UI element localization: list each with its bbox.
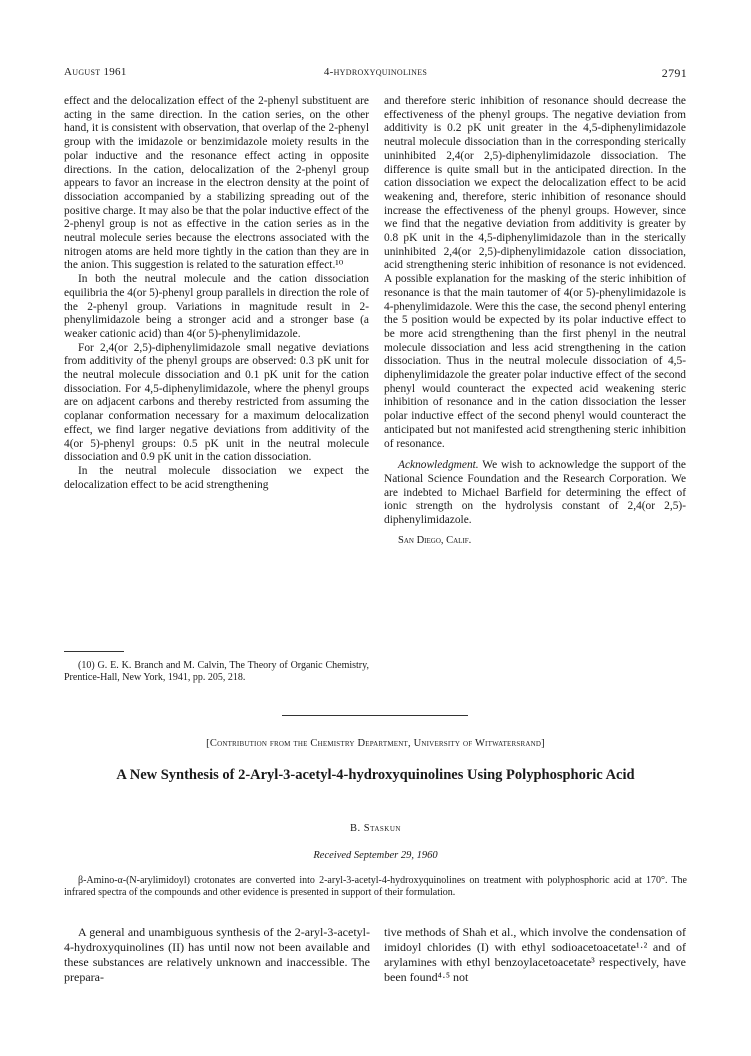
acknowledgment-text: We wish to acknowledge the support of the National Science Foundation and the Research Corporation. We are indebted to Michael Barfield for determining the effect of ionic strength on the hydrolysis constant of 2,4(or 2,5)-diphenylimidazole. [384, 459, 686, 527]
paragraph: and therefore steric inhibition of resonance should decrease the effectiveness of the phenyl groups. The negative deviation from additivity is 0.2 pK unit greater in the 4,5-diphenylimidazole neutral molecule dissociation than in the corresponding sterically uninhibited 2,4(or 2,5)-diphenylimidazole dissociation. The difference is quite small but in the anticipated direction. In the cation dissociation we expect the delocalization effect to be acid weakening and, therefore, steric inhibition of resonance should increase the effectiveness of the phenyl groups. However, since we find that the negative deviation from additivity is greater by 0.8 pK unit in the 4,5-diphenylimidazole than in the sterically uninhibited 2,4(or 2,5)-diphenylimidazole cation dissociation, acid strengthening steric inhibition of resonance is not evidenced. A possible explanation for the masking of the steric inhibition of resonance is that the main tautomer of 4(or 5)-phenylimidazole is 4-phenylimidazole. Were this the case, the second phenyl entering the 5 position would be expected by its polar inductive effect to be more acid strengthening than the first phenyl in the neutral molecule dissociation and less acid strengthening in the cation dissociation. Thus in the neutral molecule dissociation of 4,5-diphenylimidazole the greater polar inductive effect of the second phenyl would counteract the expected acid weakening steric inhibition of resonance and in the cation dissociation the lesser polar inductive effect of the second phenyl would counteract the anticipated but not manifested acid strengthening steric inhibition of resonance. [384, 95, 686, 450]
running-head-date: August 1961 [64, 66, 127, 78]
article-body-left [64, 925, 370, 985]
footnote: (10) G. E. K. Branch and M. Calvin, The Theory of Organic Chemistry, Prentice-Hall, New York, 1941, pp. 205, 218. [64, 660, 369, 683]
running-head-title: 4-hydroxyquinolines [323, 66, 428, 78]
paragraph: A general and unambiguous synthesis of the 2-aryl-3-acetyl-4-hydroxyquinolines (II) has until now not been available and these substances are relatively unknown and inaccessible. The prepara- [64, 925, 370, 984]
received-date: Received September 29, 1960 [313, 850, 438, 861]
paragraph: effect and the delocalization effect of the 2-phenyl substituent are acting in the same direction. In the cation series, on the other hand, it is consistent with observation, that overlap of the 2-phenyl group with the imidazole or benzimidazole moiety results in the polar inductive and the resonance effect acting in opposite directions. In the cation, delocalization of the 2-phenyl group appears to favor an increase in the electron density at the point of dissociation accompanied by a stabilizing spreading out of the positive charge. It may also be that the polar inductive effect of the 2-phenyl group is not as effective in the cation series as in the neutral molecule series because the electrons associated with the nitrogen atoms are held more tightly in the cation than they are in the anion. This suggestion is related to the saturation effect.¹⁰ [64, 95, 369, 272]
page-number: 2791 [661, 66, 687, 80]
paragraph: In both the neutral molecule and the cation dissociation equilibria the 4(or 5)-phenyl group parallels in direction the role of the 2-phenyl group. Variations in magnitude result in 2-phenylimidazole being a stronger acid and a stronger base (a weaker cationic acid) than 4(or 5)-phenylimidazole. [64, 273, 369, 340]
acknowledgment-label: Acknowledgment. [398, 459, 479, 472]
paragraph: tive methods of Shah et al., which involve the condensation of imidoyl chlorides (I) with ethyl sodioacetoacetate¹·² and of arylamines with ethyl benzoylacetoacetate³ respectively, have been found⁴·⁵ not [384, 925, 686, 984]
paragraph: For 2,4(or 2,5)-diphenylimidazole small negative deviations from additivity of the phenyl groups are observed: 0.3 pK unit for the neutral molecule dissociation and 0.1 pK unit for the cation dissociation. For 4,5-diphenylimidazole, where the phenyl groups are on adjacent carbons and thereby restricted from assuming the coplanar conformation necessary for a maximum delocalization effect, we find larger negative deviations from additivity of the 4(or 5)-phenyl groups: 0.5 pK unit in the neutral molecule dissociation and 0.9 pK unit in the cation dissociation. [64, 341, 369, 464]
running-head [64, 66, 687, 82]
section-divider [282, 715, 468, 716]
left-column [64, 95, 369, 492]
article-title: A New Synthesis of 2-Aryl-3-acetyl-4-hydroxyquinolines Using Polyphosphoric Acid [116, 767, 635, 783]
article-author: B. Staskun [350, 823, 401, 834]
contribution-line: [Contribution from the Chemistry Department, University of Witwatersrand] [206, 738, 545, 749]
right-column [384, 95, 686, 548]
signoff-location: San Diego, Calif. [398, 534, 472, 546]
article-body-right [384, 925, 686, 985]
acknowledgment [384, 459, 686, 528]
footnote-rule [64, 651, 124, 652]
paragraph: In the neutral molecule dissociation we expect the delocalization effect to be acid strengthening [64, 464, 369, 491]
abstract: β-Amino-α-(N-arylimidoyl) crotonates are converted into 2-aryl-3-acetyl-4-hydroxyquinolines on treatment with polyphosphoric acid at 170°. The infrared spectra of the compounds and other evidence is presented in support of their formulation. [64, 875, 687, 898]
